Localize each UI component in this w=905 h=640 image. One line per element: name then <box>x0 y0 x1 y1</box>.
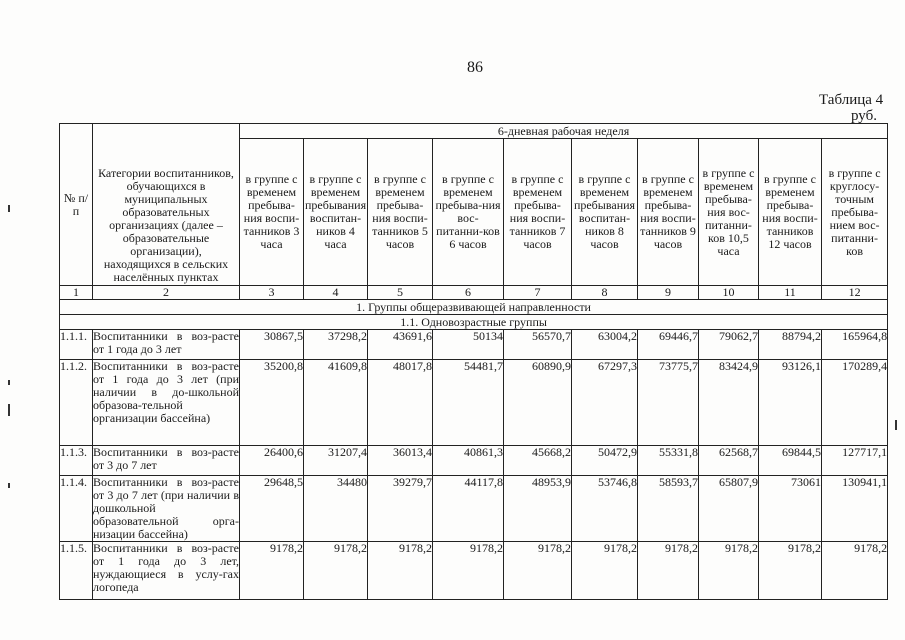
row-category: Воспитанники в воз-расте от 3 до 7 лет (при наличии в дошкольной образовательной орга-низации бассейна) <box>93 475 239 541</box>
cost-value: 31207,4 <box>304 446 368 476</box>
cost-value: 45668,2 <box>504 446 572 476</box>
scan-mark <box>8 404 10 416</box>
cost-value: 9178,2 <box>822 542 888 600</box>
cost-value: 60890,9 <box>504 360 572 446</box>
column-number: 8 <box>572 286 638 300</box>
column-header: в группе с временем пребывания воспитан-ников 8 часов <box>572 139 638 286</box>
cost-value: 127717,1 <box>822 446 888 476</box>
cost-value: 9178,2 <box>240 542 304 600</box>
cost-value: 65807,9 <box>699 476 759 542</box>
column-header: в группе с временем пребывания воспитан-ников 4 часа <box>304 139 368 286</box>
cost-value: 48017,8 <box>368 360 433 446</box>
column-number: 3 <box>240 286 304 300</box>
cost-value: 69446,7 <box>638 330 699 360</box>
row-id: 1.1.3. <box>60 446 93 476</box>
scan-mark <box>8 205 10 212</box>
cost-value: 43691,6 <box>368 330 433 360</box>
cost-value: 9178,2 <box>699 542 759 600</box>
cost-value: 88794,2 <box>759 330 822 360</box>
cost-value: 73775,7 <box>638 360 699 446</box>
cost-value: 63004,2 <box>572 330 638 360</box>
scan-mark <box>8 483 10 488</box>
section-title: 1. Группы общеразвивающей направленности <box>60 300 888 315</box>
cost-value: 26400,6 <box>240 446 304 476</box>
row-id: 1.1.1. <box>60 330 93 360</box>
header-week: 6-дневная рабочая неделя <box>240 124 888 139</box>
cost-value: 73061 <box>759 476 822 542</box>
row-category: Воспитанники в воз-расте от 1 года до 3 лет, нуждающиеся в услу-гах логопеда <box>93 542 240 600</box>
cost-value: 39279,7 <box>368 476 433 542</box>
column-header: в группе с временем пребыва-ния вос-питанни-ков 6 часов <box>433 139 504 286</box>
column-number: 4 <box>304 286 368 300</box>
page-number: 86 <box>467 59 483 76</box>
cost-value: 9178,2 <box>759 542 822 600</box>
header-category: Категории воспитанников, обучающихся в муниципальных образовательных организациях (далее – образовательные организации), находящихся в сельских населённых пунктах <box>93 124 240 286</box>
cost-value: 53746,8 <box>572 476 638 542</box>
cost-table <box>59 123 888 600</box>
column-number: 12 <box>822 286 888 300</box>
column-header: в группе с временем пребыва-ния воспи-танников 12 часов <box>759 139 822 286</box>
cost-value: 93126,1 <box>759 360 822 446</box>
cost-value: 37298,2 <box>304 330 368 360</box>
cost-value: 55331,8 <box>638 446 699 476</box>
column-number: 1 <box>60 286 93 300</box>
column-number: 11 <box>759 286 822 300</box>
column-number: 2 <box>93 286 240 300</box>
column-header: в группе с временем пребыва-ния воспи-танников 7 часов <box>504 139 572 286</box>
column-number: 9 <box>638 286 699 300</box>
cost-value: 9178,2 <box>433 542 504 600</box>
column-number: 6 <box>433 286 504 300</box>
cost-value: 48953,9 <box>504 476 572 542</box>
table-row <box>60 360 888 446</box>
cost-value: 9178,2 <box>368 542 433 600</box>
cost-value: 41609,8 <box>304 360 368 446</box>
cost-value: 170289,4 <box>822 360 888 446</box>
row-id: 1.1.4. <box>60 476 93 542</box>
row-id: 1.1.5. <box>60 542 93 600</box>
cost-value: 62568,7 <box>699 446 759 476</box>
cost-value: 50472,9 <box>572 446 638 476</box>
table-row <box>60 330 888 360</box>
cost-value: 54481,7 <box>433 360 504 446</box>
cost-value: 40861,3 <box>433 446 504 476</box>
cost-value: 50134 <box>433 330 504 360</box>
cost-value: 58593,7 <box>638 476 699 542</box>
column-number: 10 <box>699 286 759 300</box>
column-header: в группе с временем пребыва-ния вос-питанни-ков 10,5 часа <box>699 139 759 286</box>
column-number: 5 <box>368 286 433 300</box>
row-category: Воспитанники в воз-расте от 1 года до 3 лет <box>93 330 240 360</box>
cost-value: 34480 <box>304 476 368 542</box>
cost-value: 9178,2 <box>572 542 638 600</box>
cost-value: 30867,5 <box>240 330 304 360</box>
cost-value: 165964,8 <box>822 330 888 360</box>
cost-value: 69844,5 <box>759 446 822 476</box>
scan-mark <box>895 420 897 430</box>
scan-mark <box>8 380 10 385</box>
row-id: 1.1.2. <box>60 360 93 446</box>
cost-value: 44117,8 <box>433 476 504 542</box>
table-row <box>60 542 888 600</box>
column-header: в группе с круглосу-точным пребыва-нием вос-питанни-ков <box>822 139 888 286</box>
table-row <box>60 446 888 476</box>
column-header: в группе с временем пребыва-ния воспи-танников 5 часов <box>368 139 433 286</box>
column-number: 7 <box>504 286 572 300</box>
unit-label: руб. <box>851 108 877 124</box>
cost-value: 130941,1 <box>822 476 888 542</box>
column-header: в группе с временем пребыва-ния воспи-танников 9 часов <box>638 139 699 286</box>
cost-value: 36013,4 <box>368 446 433 476</box>
table-label: Таблица 4 <box>819 92 884 108</box>
row-category: Воспитанники в воз-расте от 3 до 7 лет <box>93 446 240 476</box>
table-row <box>60 476 888 542</box>
cost-value: 35200,8 <box>240 360 304 446</box>
header-num: № п/п <box>60 124 93 286</box>
cost-value: 9178,2 <box>504 542 572 600</box>
subsection-title: 1.1. Одновозрастные группы <box>60 315 888 330</box>
cost-value: 79062,7 <box>699 330 759 360</box>
cost-value: 83424,9 <box>699 360 759 446</box>
cost-value: 67297,3 <box>572 360 638 446</box>
cost-value: 56570,7 <box>504 330 572 360</box>
row-category: Воспитанники в воз-расте от 1 года до 3 лет (при наличии в до-школьной образова-тельной организации бассейна) <box>93 360 240 446</box>
cost-value: 29648,5 <box>240 476 304 542</box>
column-header: в группе с временем пребыва-ния воспи-танников 3 часа <box>240 139 304 286</box>
cost-value: 9178,2 <box>638 542 699 600</box>
cost-value: 9178,2 <box>304 542 368 600</box>
